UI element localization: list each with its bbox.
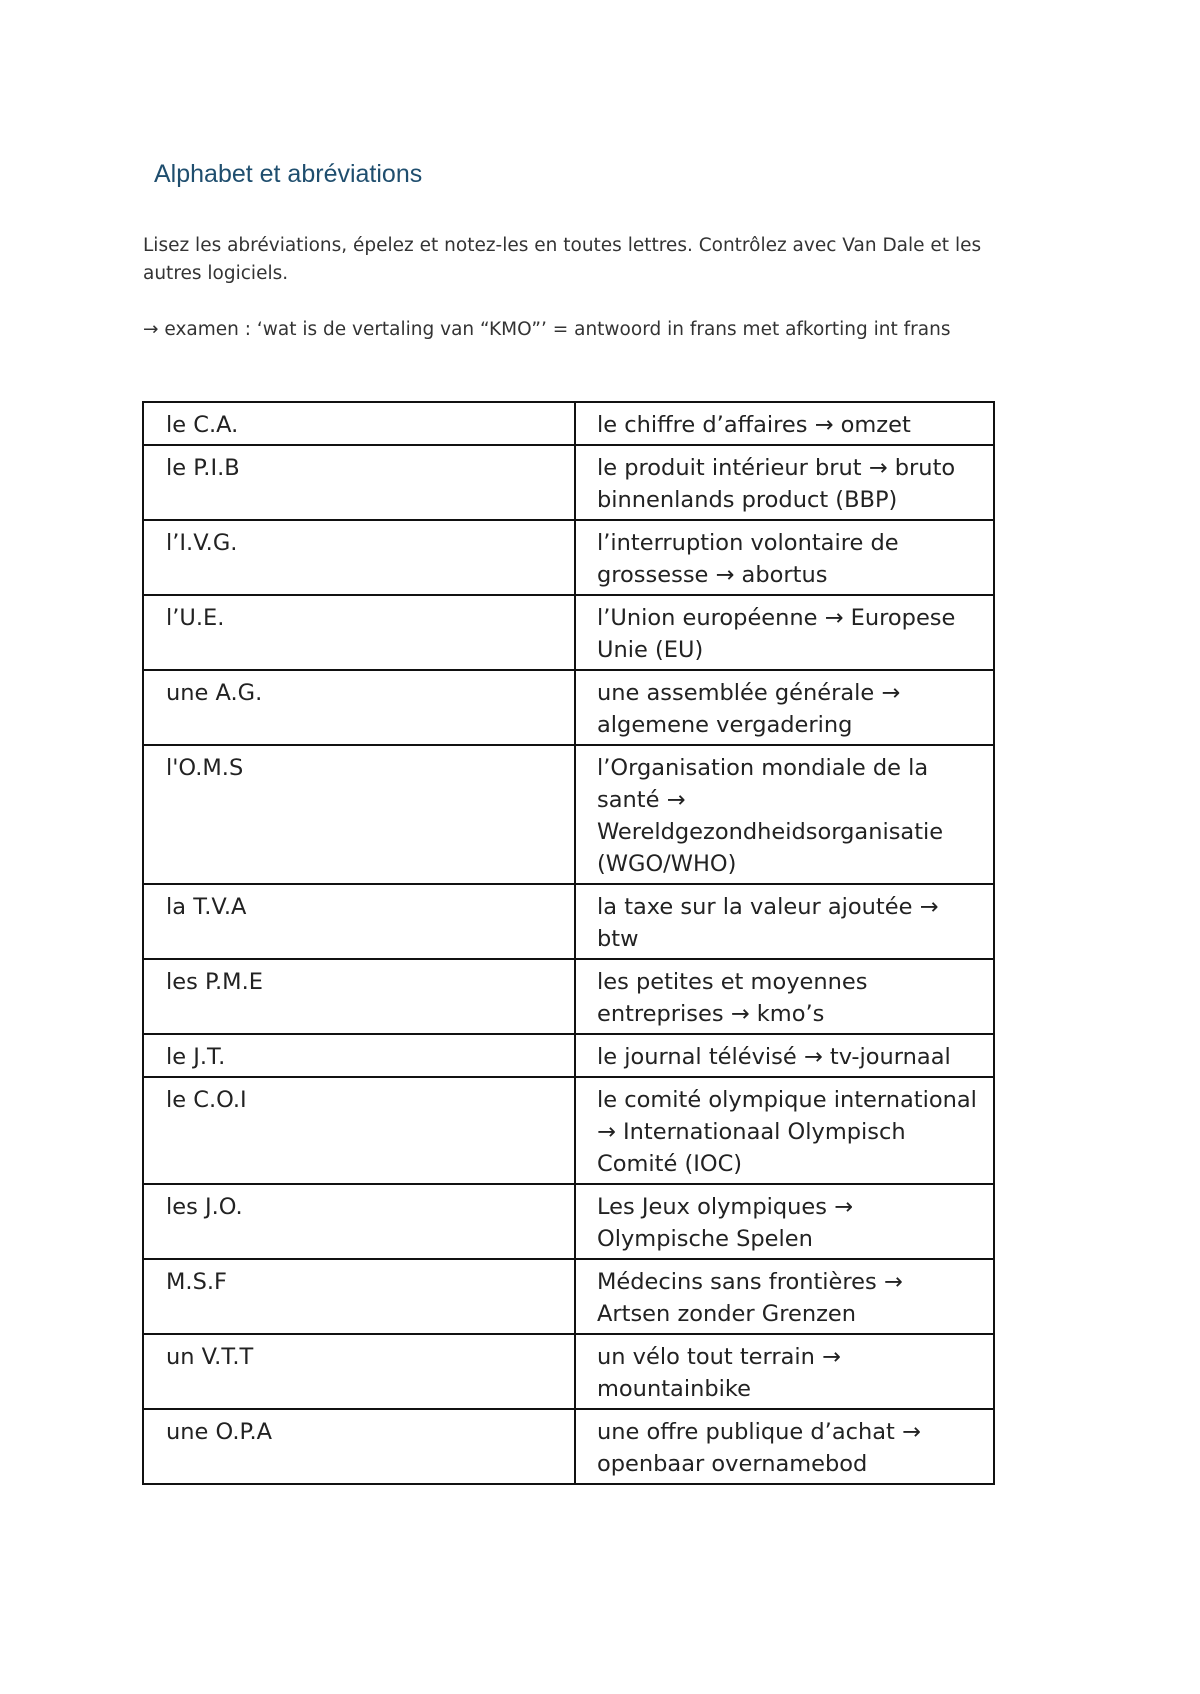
abbreviations-table-body (143, 402, 994, 1484)
abbreviation-cell: la T.V.A (143, 884, 575, 959)
definition-cell: le journal télévisé → tv-journaal (575, 1034, 994, 1077)
definition-cell: une offre publique d’achat → openbaar overnamebod (575, 1409, 994, 1484)
intro-paragraph: Lisez les abréviations, épelez et notez-les en toutes lettres. Contrôlez avec Van Dale et les autres logiciels. (143, 235, 982, 284)
table-row (143, 959, 994, 1034)
definition-cell: l’interruption volontaire de grossesse → abortus (575, 520, 994, 595)
definition-cell: Médecins sans frontières → Artsen zonder Grenzen (575, 1259, 994, 1334)
definition-cell: le comité olympique international → Internationaal Olympisch Comité (IOC) (575, 1077, 994, 1184)
table-row (143, 1259, 994, 1334)
table-row (143, 884, 994, 959)
abbreviation-cell: le P.I.B (143, 445, 575, 520)
exam-note: → examen : ‘wat is de vertaling van “KMO”’ = antwoord in frans met afkorting int frans (143, 319, 951, 340)
table-row (143, 520, 994, 595)
abbreviation-cell: les J.O. (143, 1184, 575, 1259)
abbreviation-cell: une A.G. (143, 670, 575, 745)
table-row (143, 1334, 994, 1409)
abbreviation-cell: les P.M.E (143, 959, 575, 1034)
abbreviation-cell: l’U.E. (143, 595, 575, 670)
abbreviation-cell: le C.O.I (143, 1077, 575, 1184)
table-row (143, 670, 994, 745)
definition-cell: Les Jeux olympiques → Olympische Spelen (575, 1184, 994, 1259)
page-title: Alphabet et abréviations (154, 160, 423, 188)
definition-cell: le chiffre d’affaires → omzet (575, 402, 994, 445)
abbreviation-cell: un V.T.T (143, 1334, 575, 1409)
table-row (143, 595, 994, 670)
table-row (143, 402, 994, 445)
definition-cell: la taxe sur la valeur ajoutée → btw (575, 884, 994, 959)
definition-cell: un vélo tout terrain → mountainbike (575, 1334, 994, 1409)
abbreviation-cell: le J.T. (143, 1034, 575, 1077)
table-row (143, 1034, 994, 1077)
abbreviations-table (142, 401, 995, 1485)
table-row (143, 745, 994, 884)
table-row (143, 1184, 994, 1259)
table-row (143, 1077, 994, 1184)
table-row (143, 1409, 994, 1484)
definition-cell: l’Organisation mondiale de la santé → Wereldgezondheidsorganisatie (WGO/WHO) (575, 745, 994, 884)
definition-cell: les petites et moyennes entreprises → kmo’s (575, 959, 994, 1034)
definition-cell: l’Union européenne → Europese Unie (EU) (575, 595, 994, 670)
definition-cell: une assemblée générale → algemene vergadering (575, 670, 994, 745)
abbreviation-cell: une O.P.A (143, 1409, 575, 1484)
abbreviation-cell: M.S.F (143, 1259, 575, 1334)
abbreviation-cell: l'O.M.S (143, 745, 575, 884)
table-row (143, 445, 994, 520)
abbreviation-cell: le C.A. (143, 402, 575, 445)
definition-cell: le produit intérieur brut → bruto binnenlands product (BBP) (575, 445, 994, 520)
abbreviation-cell: l’I.V.G. (143, 520, 575, 595)
